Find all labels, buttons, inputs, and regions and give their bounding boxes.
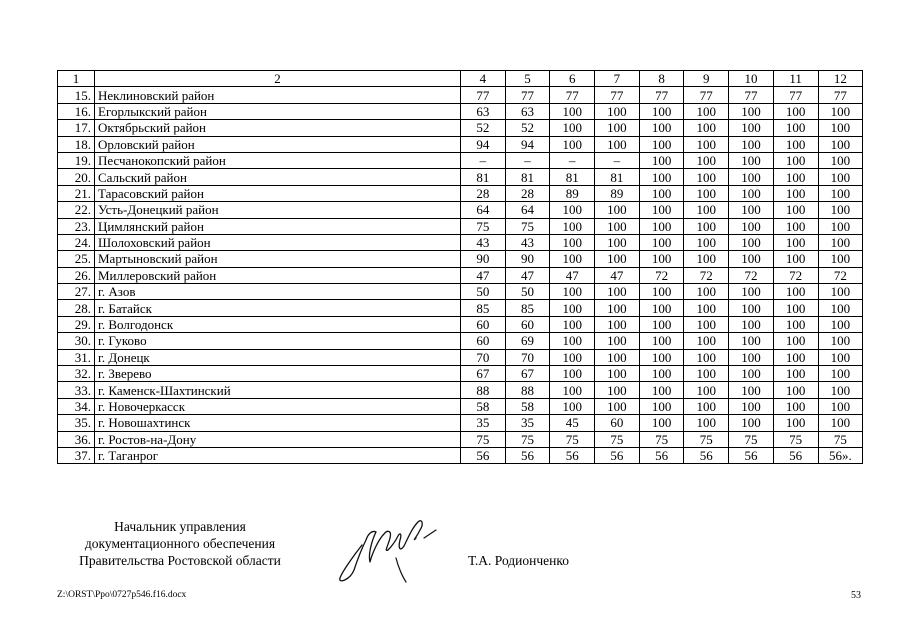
- value-cell: 100: [550, 251, 595, 267]
- value-cell: –: [550, 152, 595, 168]
- row-number-cell: 27.: [58, 284, 95, 300]
- handwritten-signature: [332, 510, 442, 585]
- value-cell: 100: [684, 300, 729, 316]
- district-name-cell: г. Батайск: [95, 300, 461, 316]
- row-number-cell: 22.: [58, 202, 95, 218]
- value-cell: 100: [684, 185, 729, 201]
- value-cell: 100: [818, 366, 863, 382]
- value-cell: 100: [684, 120, 729, 136]
- value-cell: 100: [550, 120, 595, 136]
- value-cell: 100: [639, 136, 684, 152]
- value-cell: 64: [461, 202, 506, 218]
- value-cell: 100: [595, 316, 640, 332]
- value-cell: 47: [595, 267, 640, 283]
- value-cell: 100: [818, 251, 863, 267]
- column-header: 8: [639, 71, 684, 87]
- value-cell: 100: [595, 202, 640, 218]
- table-row: [58, 333, 863, 349]
- value-cell: 100: [595, 234, 640, 250]
- district-name-cell: Егорлыкский район: [95, 103, 461, 119]
- value-cell: 90: [505, 251, 550, 267]
- value-cell: 100: [550, 316, 595, 332]
- data-table: [57, 70, 863, 464]
- value-cell: 56: [505, 447, 550, 463]
- value-cell: 100: [684, 316, 729, 332]
- value-cell: 100: [773, 152, 818, 168]
- value-cell: 100: [773, 120, 818, 136]
- value-cell: 100: [729, 120, 774, 136]
- value-cell: 100: [684, 136, 729, 152]
- value-cell: 100: [729, 284, 774, 300]
- table-row: [58, 202, 863, 218]
- table-header-row: [58, 71, 863, 87]
- table-row: [58, 349, 863, 365]
- table-row: [58, 103, 863, 119]
- table-row: [58, 300, 863, 316]
- value-cell: 100: [818, 234, 863, 250]
- value-cell: 100: [773, 103, 818, 119]
- value-cell: 100: [818, 103, 863, 119]
- value-cell: 100: [639, 349, 684, 365]
- value-cell: 100: [773, 169, 818, 185]
- value-cell: –: [595, 152, 640, 168]
- district-name-cell: г. Новочеркасск: [95, 398, 461, 414]
- column-header: 5: [505, 71, 550, 87]
- value-cell: 100: [550, 398, 595, 414]
- value-cell: 100: [818, 185, 863, 201]
- value-cell: 100: [684, 284, 729, 300]
- file-path: Z:\ORST\Ppo\0727p546.f16.docx: [57, 590, 187, 600]
- value-cell: 88: [461, 382, 506, 398]
- value-cell: 85: [505, 300, 550, 316]
- column-header: 12: [818, 71, 863, 87]
- value-cell: 100: [639, 316, 684, 332]
- table-row: [58, 366, 863, 382]
- district-name-cell: г. Зверево: [95, 366, 461, 382]
- district-name-cell: Орловский район: [95, 136, 461, 152]
- value-cell: 77: [684, 87, 729, 103]
- value-cell: 72: [684, 267, 729, 283]
- value-cell: 100: [818, 349, 863, 365]
- value-cell: 58: [461, 398, 506, 414]
- value-cell: 100: [550, 382, 595, 398]
- value-cell: 70: [505, 349, 550, 365]
- table-row: [58, 251, 863, 267]
- value-cell: 35: [505, 415, 550, 431]
- table-row: [58, 316, 863, 332]
- value-cell: 100: [818, 284, 863, 300]
- column-header: 1: [58, 71, 95, 87]
- value-cell: 100: [729, 251, 774, 267]
- district-name-cell: г. Азов: [95, 284, 461, 300]
- value-cell: 100: [639, 415, 684, 431]
- district-name-cell: г. Гуково: [95, 333, 461, 349]
- row-number-cell: 19.: [58, 152, 95, 168]
- value-cell: 89: [595, 185, 640, 201]
- value-cell: 100: [595, 366, 640, 382]
- value-cell: 75: [639, 431, 684, 447]
- value-cell: 75: [505, 218, 550, 234]
- value-cell: 75: [684, 431, 729, 447]
- column-header: 4: [461, 71, 506, 87]
- value-cell: 100: [595, 382, 640, 398]
- row-number-cell: 30.: [58, 333, 95, 349]
- table-row: [58, 382, 863, 398]
- value-cell: 100: [818, 382, 863, 398]
- table-row: [58, 152, 863, 168]
- value-cell: 56».: [818, 447, 863, 463]
- value-cell: 100: [639, 120, 684, 136]
- value-cell: 100: [773, 316, 818, 332]
- value-cell: 75: [461, 431, 506, 447]
- value-cell: 75: [773, 431, 818, 447]
- value-cell: 60: [595, 415, 640, 431]
- value-cell: 100: [818, 218, 863, 234]
- value-cell: 75: [595, 431, 640, 447]
- table-body: [58, 87, 863, 464]
- table-row: [58, 284, 863, 300]
- value-cell: 100: [639, 333, 684, 349]
- value-cell: 75: [461, 218, 506, 234]
- district-name-cell: Мартыновский район: [95, 251, 461, 267]
- value-cell: 100: [595, 333, 640, 349]
- value-cell: 100: [818, 300, 863, 316]
- value-cell: 100: [818, 169, 863, 185]
- table-row: [58, 415, 863, 431]
- value-cell: 100: [729, 185, 774, 201]
- value-cell: 28: [461, 185, 506, 201]
- value-cell: 47: [461, 267, 506, 283]
- value-cell: 100: [729, 349, 774, 365]
- value-cell: 64: [505, 202, 550, 218]
- district-name-cell: г. Ростов-на-Дону: [95, 431, 461, 447]
- table-row: [58, 185, 863, 201]
- value-cell: 100: [639, 234, 684, 250]
- value-cell: 100: [639, 366, 684, 382]
- value-cell: 100: [550, 366, 595, 382]
- value-cell: 75: [505, 431, 550, 447]
- value-cell: 100: [818, 136, 863, 152]
- column-header: 7: [595, 71, 640, 87]
- value-cell: 90: [461, 251, 506, 267]
- value-cell: 85: [461, 300, 506, 316]
- value-cell: 77: [729, 87, 774, 103]
- value-cell: 100: [729, 202, 774, 218]
- value-cell: 77: [505, 87, 550, 103]
- value-cell: 100: [639, 202, 684, 218]
- value-cell: 43: [461, 234, 506, 250]
- value-cell: 77: [639, 87, 684, 103]
- value-cell: 56: [461, 447, 506, 463]
- value-cell: 100: [818, 202, 863, 218]
- row-number-cell: 35.: [58, 415, 95, 431]
- value-cell: 100: [773, 366, 818, 382]
- column-header: 6: [550, 71, 595, 87]
- row-number-cell: 28.: [58, 300, 95, 316]
- value-cell: 100: [773, 202, 818, 218]
- value-cell: 100: [595, 218, 640, 234]
- value-cell: 94: [505, 136, 550, 152]
- value-cell: 100: [595, 251, 640, 267]
- value-cell: 56: [595, 447, 640, 463]
- value-cell: 100: [639, 185, 684, 201]
- value-cell: 100: [773, 136, 818, 152]
- value-cell: 100: [818, 415, 863, 431]
- column-header: 2: [95, 71, 461, 87]
- value-cell: 63: [461, 103, 506, 119]
- value-cell: 72: [729, 267, 774, 283]
- value-cell: 67: [505, 366, 550, 382]
- value-cell: 100: [684, 333, 729, 349]
- value-cell: 100: [639, 103, 684, 119]
- value-cell: 100: [550, 136, 595, 152]
- district-name-cell: Шолоховский район: [95, 234, 461, 250]
- value-cell: 28: [505, 185, 550, 201]
- signatory-title-line: Правительства Ростовской области: [79, 553, 281, 568]
- table-row: [58, 234, 863, 250]
- district-name-cell: г. Донецк: [95, 349, 461, 365]
- row-number-cell: 17.: [58, 120, 95, 136]
- row-number-cell: 33.: [58, 382, 95, 398]
- value-cell: 100: [550, 300, 595, 316]
- value-cell: 100: [595, 349, 640, 365]
- column-header: 11: [773, 71, 818, 87]
- value-cell: 81: [550, 169, 595, 185]
- value-cell: 35: [461, 415, 506, 431]
- value-cell: 100: [729, 218, 774, 234]
- district-name-cell: Сальский район: [95, 169, 461, 185]
- value-cell: 89: [550, 185, 595, 201]
- district-name-cell: Неклиновский район: [95, 87, 461, 103]
- value-cell: 100: [550, 333, 595, 349]
- value-cell: 47: [505, 267, 550, 283]
- district-name-cell: Миллеровский район: [95, 267, 461, 283]
- row-number-cell: 23.: [58, 218, 95, 234]
- value-cell: 52: [461, 120, 506, 136]
- value-cell: 94: [461, 136, 506, 152]
- value-cell: 100: [639, 251, 684, 267]
- row-number-cell: 25.: [58, 251, 95, 267]
- value-cell: 75: [729, 431, 774, 447]
- table-row: [58, 431, 863, 447]
- district-name-cell: Тарасовский район: [95, 185, 461, 201]
- signatory-title-line: Начальник управления: [114, 519, 246, 534]
- row-number-cell: 21.: [58, 185, 95, 201]
- value-cell: 100: [773, 382, 818, 398]
- value-cell: 100: [684, 169, 729, 185]
- value-cell: 100: [773, 349, 818, 365]
- value-cell: 100: [684, 218, 729, 234]
- value-cell: 100: [729, 234, 774, 250]
- row-number-cell: 26.: [58, 267, 95, 283]
- value-cell: 69: [505, 333, 550, 349]
- value-cell: 100: [639, 218, 684, 234]
- row-number-cell: 31.: [58, 349, 95, 365]
- value-cell: 100: [639, 398, 684, 414]
- value-cell: 100: [684, 251, 729, 267]
- row-number-cell: 34.: [58, 398, 95, 414]
- value-cell: 50: [461, 284, 506, 300]
- value-cell: 100: [639, 284, 684, 300]
- value-cell: 67: [461, 366, 506, 382]
- row-number-cell: 24.: [58, 234, 95, 250]
- value-cell: 100: [639, 152, 684, 168]
- value-cell: 100: [684, 349, 729, 365]
- value-cell: 100: [773, 251, 818, 267]
- value-cell: 100: [818, 316, 863, 332]
- value-cell: 100: [729, 152, 774, 168]
- district-name-cell: г. Волгодонск: [95, 316, 461, 332]
- value-cell: 100: [818, 152, 863, 168]
- district-name-cell: Цимлянский район: [95, 218, 461, 234]
- table-row: [58, 87, 863, 103]
- value-cell: 56: [639, 447, 684, 463]
- table-row: [58, 136, 863, 152]
- value-cell: 100: [729, 169, 774, 185]
- value-cell: 60: [505, 316, 550, 332]
- row-number-cell: 37.: [58, 447, 95, 463]
- value-cell: 100: [729, 300, 774, 316]
- value-cell: 100: [818, 333, 863, 349]
- value-cell: 100: [550, 349, 595, 365]
- value-cell: 100: [729, 136, 774, 152]
- value-cell: 43: [505, 234, 550, 250]
- value-cell: –: [461, 152, 506, 168]
- value-cell: 100: [684, 382, 729, 398]
- row-number-cell: 16.: [58, 103, 95, 119]
- value-cell: 50: [505, 284, 550, 300]
- signatory-name: Т.А. Родионченко: [468, 553, 569, 568]
- value-cell: 75: [550, 431, 595, 447]
- value-cell: 100: [729, 382, 774, 398]
- value-cell: 75: [818, 431, 863, 447]
- column-header: 9: [684, 71, 729, 87]
- value-cell: 56: [684, 447, 729, 463]
- value-cell: 100: [595, 136, 640, 152]
- value-cell: 100: [550, 202, 595, 218]
- value-cell: 72: [818, 267, 863, 283]
- value-cell: 100: [684, 415, 729, 431]
- value-cell: 100: [729, 366, 774, 382]
- value-cell: 100: [773, 185, 818, 201]
- value-cell: 81: [595, 169, 640, 185]
- value-cell: 100: [684, 152, 729, 168]
- value-cell: 100: [595, 120, 640, 136]
- table-row: [58, 267, 863, 283]
- value-cell: –: [505, 152, 550, 168]
- value-cell: 100: [729, 316, 774, 332]
- value-cell: 100: [773, 300, 818, 316]
- district-name-cell: Усть-Донецкий район: [95, 202, 461, 218]
- value-cell: 100: [639, 382, 684, 398]
- table-row: [58, 169, 863, 185]
- value-cell: 63: [505, 103, 550, 119]
- value-cell: 100: [818, 398, 863, 414]
- value-cell: 77: [550, 87, 595, 103]
- value-cell: 81: [505, 169, 550, 185]
- value-cell: 100: [773, 415, 818, 431]
- value-cell: 100: [595, 398, 640, 414]
- value-cell: 100: [684, 103, 729, 119]
- value-cell: 100: [773, 284, 818, 300]
- value-cell: 100: [595, 284, 640, 300]
- table-row: [58, 120, 863, 136]
- district-name-cell: Песчанокопский район: [95, 152, 461, 168]
- value-cell: 100: [684, 234, 729, 250]
- value-cell: 88: [505, 382, 550, 398]
- value-cell: 77: [461, 87, 506, 103]
- value-cell: 72: [773, 267, 818, 283]
- value-cell: 70: [461, 349, 506, 365]
- value-cell: 100: [729, 415, 774, 431]
- value-cell: 60: [461, 333, 506, 349]
- value-cell: 100: [684, 398, 729, 414]
- row-number-cell: 18.: [58, 136, 95, 152]
- value-cell: 56: [729, 447, 774, 463]
- district-name-cell: Октябрьский район: [95, 120, 461, 136]
- value-cell: 77: [595, 87, 640, 103]
- value-cell: 100: [729, 103, 774, 119]
- value-cell: 100: [818, 120, 863, 136]
- value-cell: 100: [639, 300, 684, 316]
- value-cell: 52: [505, 120, 550, 136]
- value-cell: 100: [595, 300, 640, 316]
- value-cell: 60: [461, 316, 506, 332]
- value-cell: 77: [818, 87, 863, 103]
- district-name-cell: г. Таганрог: [95, 447, 461, 463]
- value-cell: 100: [550, 234, 595, 250]
- value-cell: 56: [773, 447, 818, 463]
- row-number-cell: 20.: [58, 169, 95, 185]
- value-cell: 100: [684, 366, 729, 382]
- value-cell: 100: [773, 333, 818, 349]
- value-cell: 100: [550, 284, 595, 300]
- value-cell: 100: [729, 398, 774, 414]
- value-cell: 58: [505, 398, 550, 414]
- table-row: [58, 218, 863, 234]
- value-cell: 81: [461, 169, 506, 185]
- value-cell: 100: [773, 234, 818, 250]
- value-cell: 100: [595, 103, 640, 119]
- district-name-cell: г. Каменск-Шахтинский: [95, 382, 461, 398]
- table-row: [58, 398, 863, 414]
- value-cell: 100: [729, 333, 774, 349]
- value-cell: 100: [773, 398, 818, 414]
- value-cell: 77: [773, 87, 818, 103]
- row-number-cell: 32.: [58, 366, 95, 382]
- value-cell: 100: [773, 218, 818, 234]
- value-cell: 100: [684, 202, 729, 218]
- column-header: 10: [729, 71, 774, 87]
- row-number-cell: 36.: [58, 431, 95, 447]
- value-cell: 72: [639, 267, 684, 283]
- value-cell: 100: [639, 169, 684, 185]
- district-name-cell: г. Новошахтинск: [95, 415, 461, 431]
- value-cell: 100: [550, 218, 595, 234]
- table-row: [58, 447, 863, 463]
- value-cell: 47: [550, 267, 595, 283]
- value-cell: 100: [550, 103, 595, 119]
- value-cell: 56: [550, 447, 595, 463]
- row-number-cell: 15.: [58, 87, 95, 103]
- signatory-title: [60, 518, 300, 569]
- page-number: 53: [851, 590, 861, 601]
- value-cell: 45: [550, 415, 595, 431]
- signatory-title-line: документационного обеспечения: [84, 536, 276, 551]
- row-number-cell: 29.: [58, 316, 95, 332]
